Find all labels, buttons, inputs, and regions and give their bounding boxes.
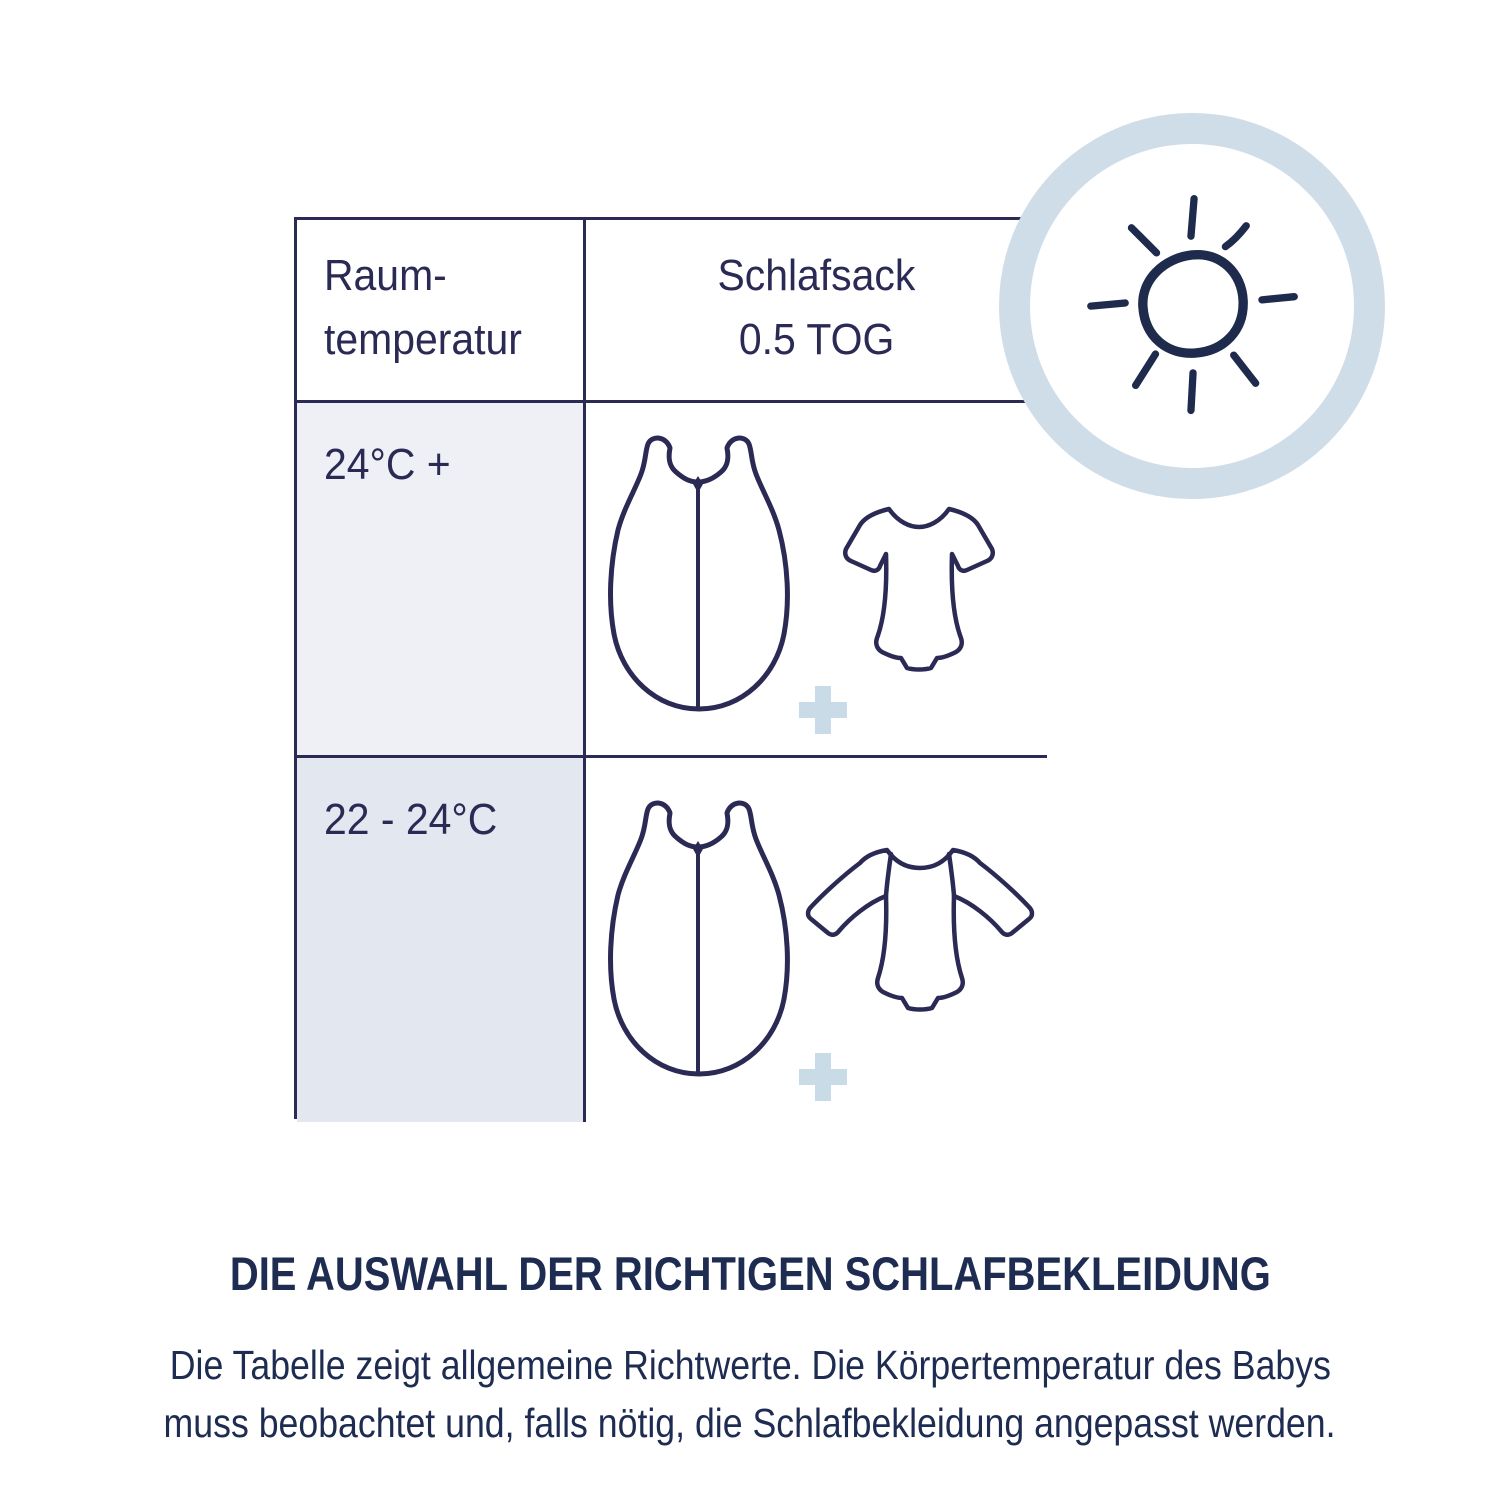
- footer-heading-text: DIE AUSWAHL DER RICHTIGEN SCHLAFBEKLEIDUNG: [229, 1247, 1271, 1300]
- row2-temperature-cell: [297, 758, 586, 1122]
- footer-body: [0, 1336, 1500, 1452]
- sun-icon: [1072, 184, 1312, 429]
- header-cell-room-temperature: [297, 220, 586, 403]
- sun-badge: [999, 113, 1385, 499]
- row1-temperature-label: 24°C +: [324, 440, 451, 489]
- footer-body-line2: muss beobachtet und, falls nötig, die Schlafbekleidung angepasst werden.: [164, 1400, 1336, 1446]
- footer-heading: [0, 1248, 1500, 1300]
- plus-icon: [799, 1053, 847, 1101]
- header-room-temp-line2: temperatur: [324, 315, 522, 364]
- row1-temperature-cell: [297, 403, 586, 758]
- sleeping-bag-icon: [608, 432, 790, 720]
- short-sleeve-bodysuit-icon: [840, 497, 998, 675]
- header-cell-sleeping-bag: [586, 220, 1047, 403]
- header-sleeping-bag-line1: Schlafsack: [717, 251, 916, 300]
- footer-body-line1: Die Tabelle zeigt allgemeine Richtwerte. Die Körpertemperatur des Babys: [169, 1342, 1331, 1388]
- header-room-temp-line1: Raum-: [324, 251, 447, 300]
- sleeping-bag-icon: [608, 797, 790, 1085]
- long-sleeve-bodysuit-icon: [798, 840, 1036, 1022]
- row2-temperature-label: 22 - 24°C: [324, 795, 498, 844]
- header-sleeping-bag-line2: 0.5 TOG: [738, 315, 895, 364]
- plus-icon: [799, 686, 847, 734]
